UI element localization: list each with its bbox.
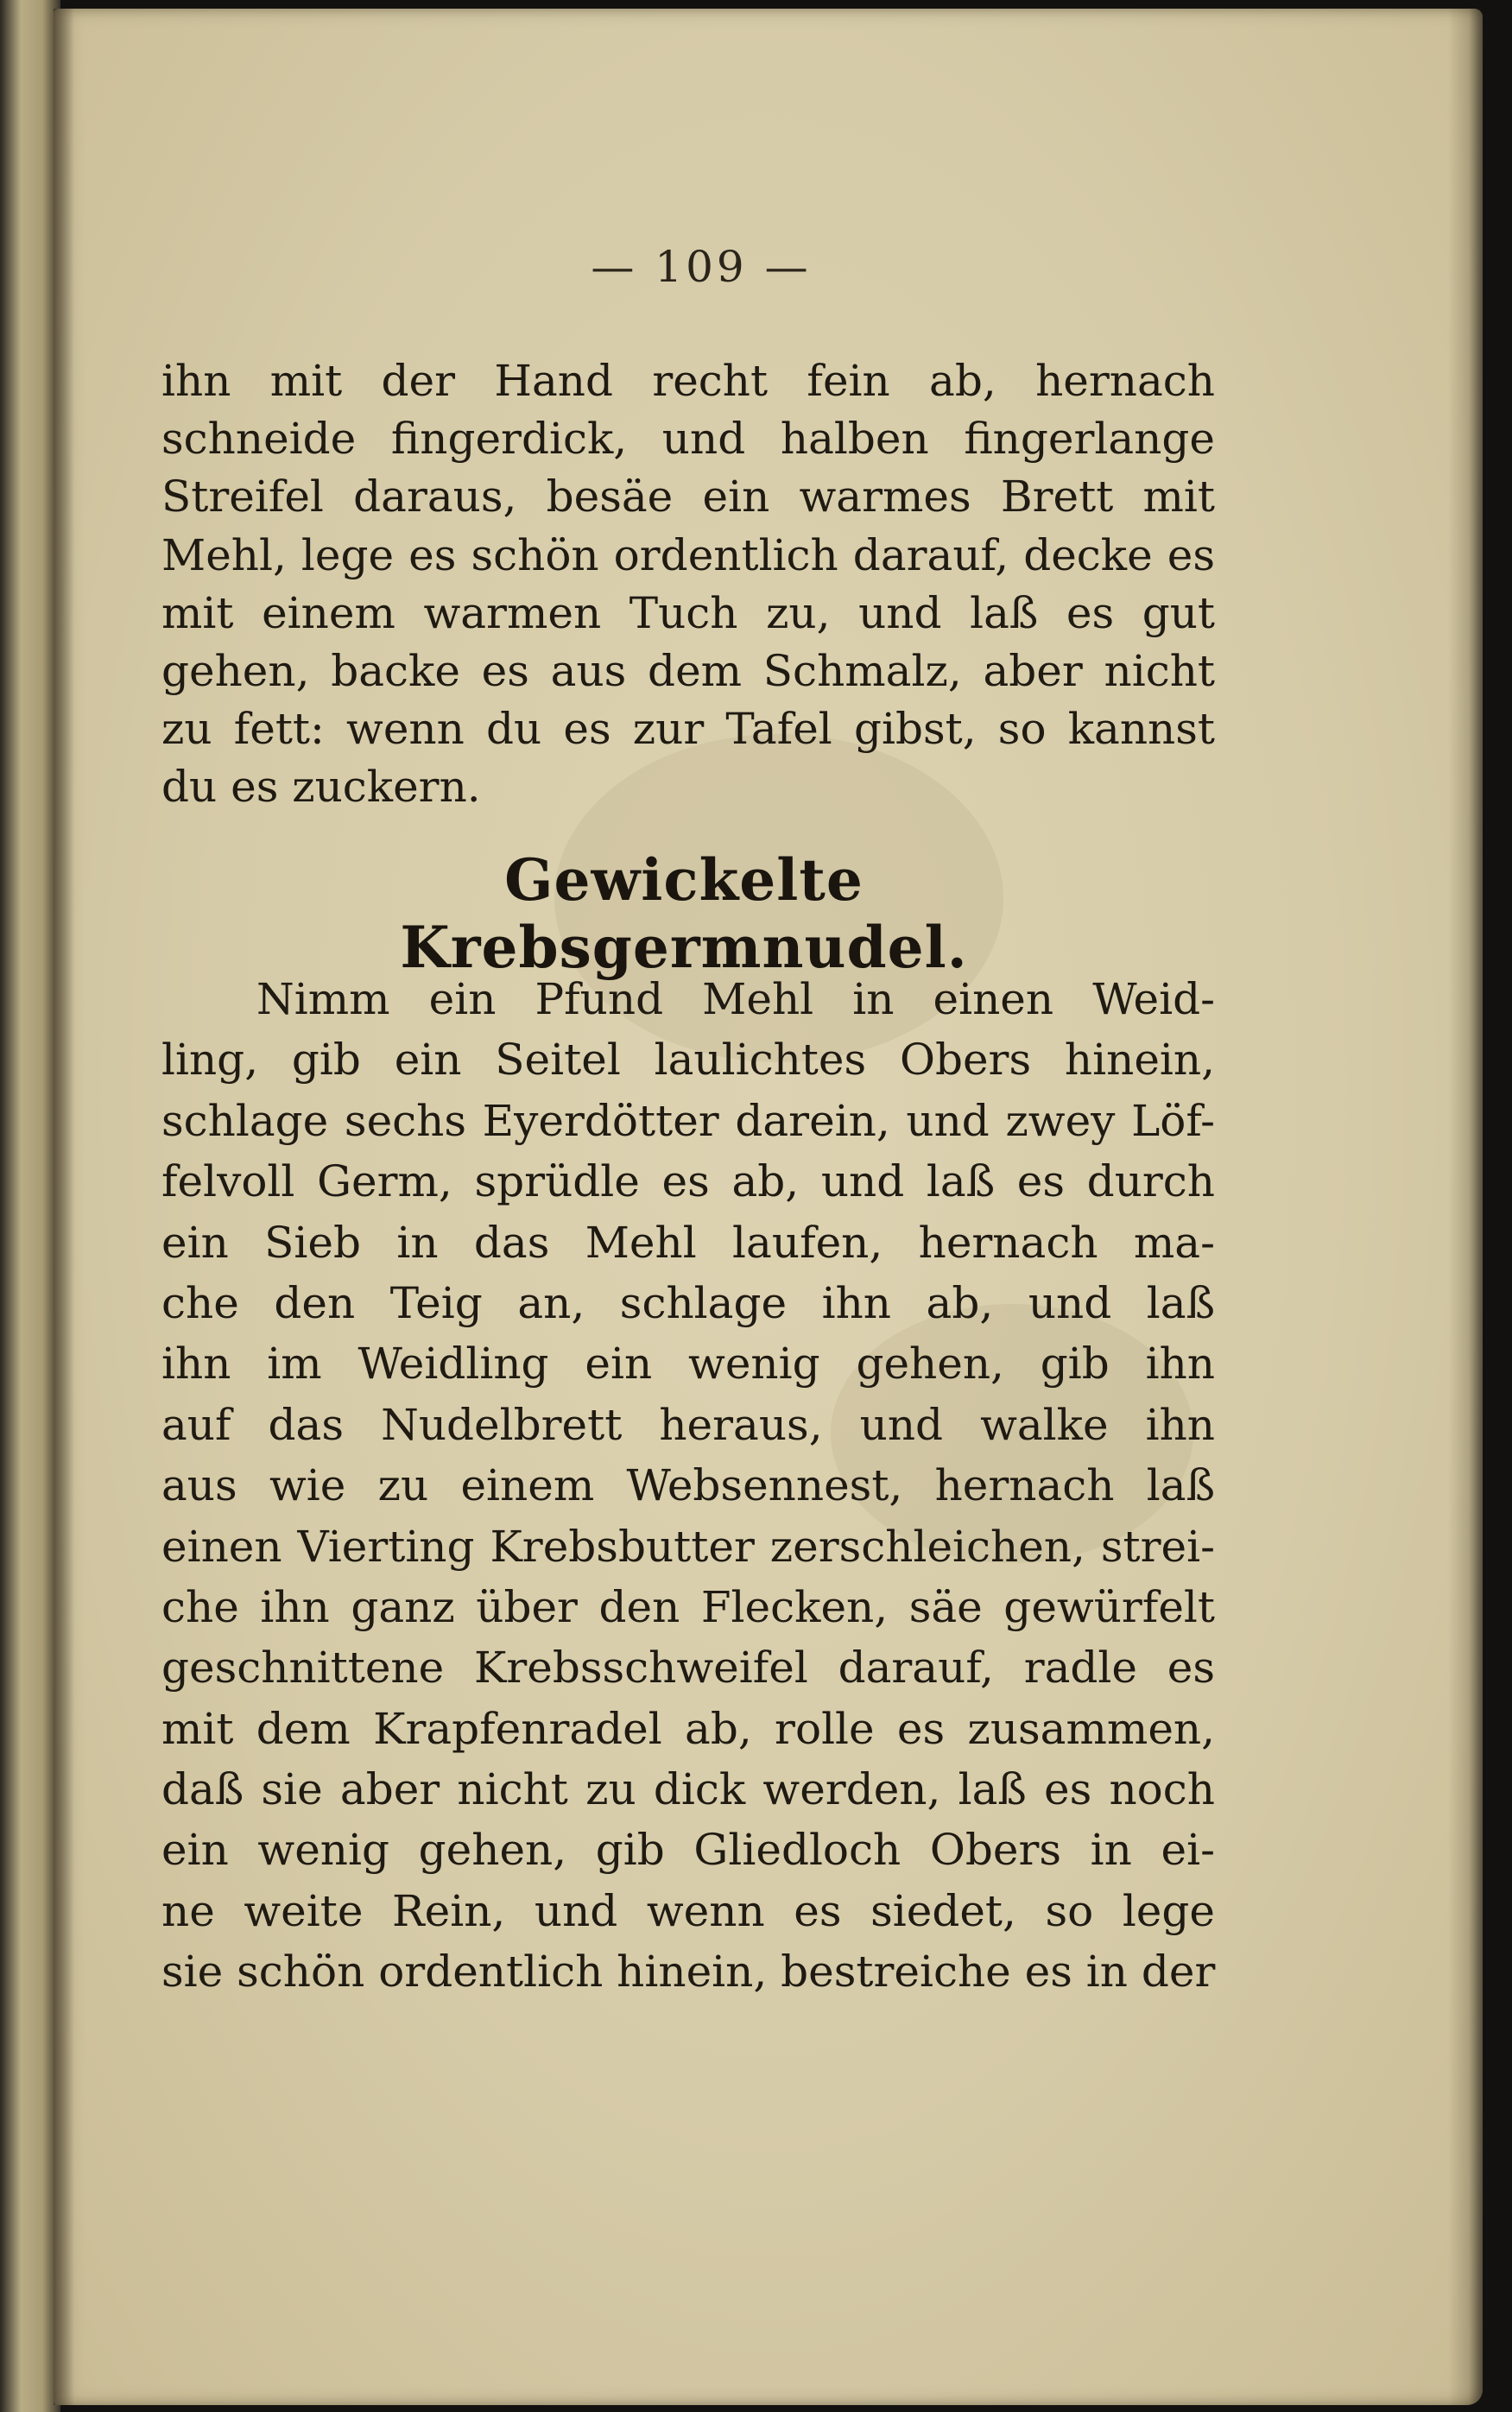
recipe-paragraph: [161, 969, 1215, 2003]
text-line: ein wenig gehen, gib Gliedloch Obers in ei-: [161, 1825, 1215, 1876]
book-page: [54, 9, 1483, 2405]
page-edge-shadow: [1448, 9, 1483, 2405]
page-number-header: — 109 —: [591, 242, 812, 292]
text-line: Nimm ein Pfund Mehl in einen Weid-: [256, 974, 1215, 1024]
text-line: du es zuckern.: [161, 762, 481, 813]
gutter-shadow: [54, 9, 74, 2405]
text-line: ling, gib ein Seitel laulichtes Obers hinein,: [161, 1035, 1215, 1086]
text-line: sie schön ordentlich hinein, bestreiche es in der: [161, 1947, 1216, 1997]
text-line: daß sie aber nicht zu dick werden, laß es noch: [161, 1764, 1215, 1815]
facing-page-edge: [0, 0, 60, 2412]
text-line: mit dem Krapfenradel ab, rolle es zusammen,: [161, 1703, 1215, 1754]
text-line: mit einem warmen Tuch zu, und laß es gut: [161, 587, 1215, 638]
text-line: schlage sechs Eyerdötter darein, und zwey Löf-: [161, 1095, 1215, 1146]
text-line: geschnittene Krebsschweifel darauf, radle es: [161, 1643, 1215, 1693]
recipe-heading: Gewickelte Krebsgermnudel.: [400, 846, 968, 981]
text-line: ihn mit der Hand recht fein ab, hernach: [161, 356, 1215, 406]
text-line: Mehl, lege es schön ordentlich darauf, decke es: [161, 529, 1215, 580]
text-line: ihn im Weidling ein wenig gehen, gib ihn: [161, 1339, 1215, 1390]
text-line: Streifel daraus, besäe ein warmes Brett mit: [161, 472, 1215, 522]
text-line: ne weite Rein, und wenn es siedet, so lege: [161, 1885, 1215, 1936]
text-line: felvoll Germ, sprüdle es ab, und laß es durch: [161, 1156, 1215, 1207]
paragraph-continued: [161, 352, 1215, 817]
text-line: che den Teig an, schlage ihn ab, und laß: [161, 1277, 1215, 1328]
text-line: ein Sieb in das Mehl laufen, hernach ma-: [161, 1217, 1215, 1268]
text-line: auf das Nudelbrett heraus, und walke ihn: [161, 1399, 1215, 1450]
text-line: aus wie zu einem Websennest, hernach laß: [161, 1460, 1215, 1511]
text-line: zu fett: wenn du es zur Tafel gibst, so kannst: [161, 704, 1215, 755]
text-line: gehen, backe es aus dem Schmalz, aber nicht: [161, 646, 1215, 697]
text-line: che ihn ganz über den Flecken, säe gewürfelt: [161, 1581, 1215, 1632]
text-line: einen Vierting Krebsbutter zerschleichen, strei-: [161, 1521, 1215, 1572]
text-line: schneide fingerdick, und halben fingerlange: [161, 414, 1215, 465]
